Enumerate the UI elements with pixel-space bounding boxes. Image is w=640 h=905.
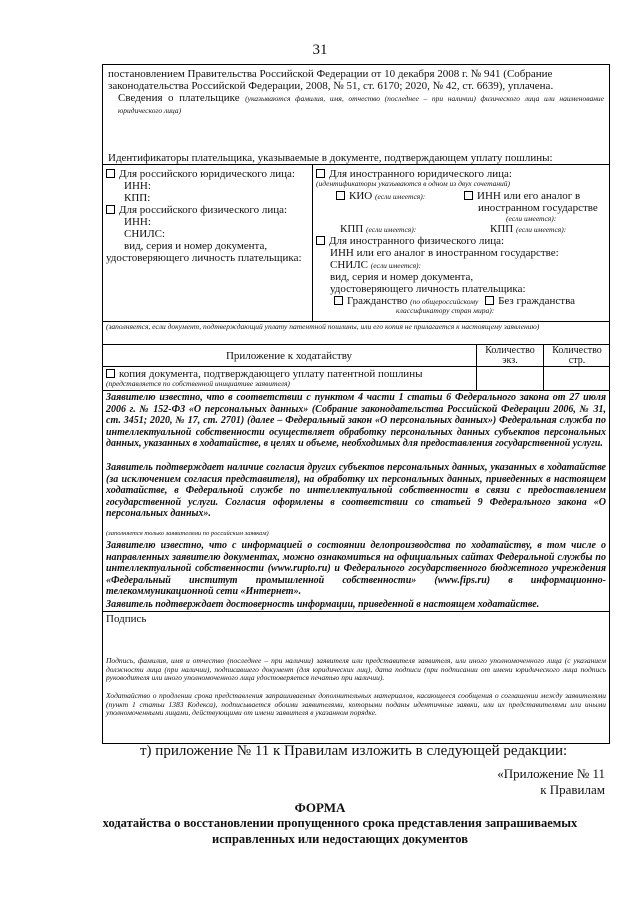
checkbox-citizenship[interactable] [334, 296, 343, 305]
checkbox-inn-foreign[interactable] [464, 191, 473, 200]
consent-p2-note: (заполняется только заявителями по российским заявкам) [106, 530, 269, 537]
signature-note-2: Ходатайство о продлении срока представления запрашиваемых дополнительных материалов, касающееся сообщения о соглашении между заявителями (пункт 1 статьи 1383 Кодекса), подписывается обоими заявителями, которыми поданы идентичные заявки, или их представителями или иными уполномоченными лицами, действующими от имени заявителя в указанном порядке. [106, 691, 606, 717]
snils-right-note: (если имеется): [370, 261, 422, 270]
foreign-legal-note: (идентификаторы указываются в одном из двух сочетаний) [316, 179, 511, 188]
consent-p1: Заявителю известно, что в соответствии с пунктом 4 части 1 статьи 6 Федерального закона от 27 июля 2006 г. № 152-ФЗ «О персональных данных» (Собрание законодательства Российской Федерации 2006, № 31, ст. 3451; 2020, № 17, ст. 2701) (далее – Федеральный закон «О персональных данных») Федеральная служба по интеллектуальной собственности осуществляет обработку персональных данных субъектов персональных данных, указанных в ходатайстве, в целях и объеме, необходимых для предоставления государственной услуги. [106, 392, 606, 449]
checkbox-no-citizenship[interactable] [485, 296, 494, 305]
appendix-ref-1: «Приложение № 11 [497, 766, 605, 781]
kpp-right-note: (если имеется): [365, 225, 417, 234]
kio-row [316, 189, 606, 215]
ru-legal-label: Для российского юридического лица: [119, 168, 295, 180]
form-subtitle-1: ходатайства о восстановлении пропущенного срока представления запрашиваемых [102, 816, 578, 830]
fill-note: (заполняется, если документ, подтверждающий уплату патентной пошлины, или его копия не прилагается к настоящему заявлению) [106, 322, 540, 331]
snils-right-label: СНИЛС [330, 259, 369, 271]
consent-p2: Заявитель подтверждает наличие согласия других субъектов персональных данных, указанных в ходатайстве (за исключением согласия представителя), на обработку их персональных данных, приведенных в настоящем ходатайстве, в Федеральной службе по интеллектуальной собственности в связи с предоставлением государственной услуги. Согласия оформлены в соответствии со статьей 9 Федерального закона «О персональных данных». [106, 462, 606, 519]
column-divider [312, 165, 313, 321]
payer-label: Сведения о плательщике [118, 92, 240, 104]
checkbox-payment-copy[interactable] [106, 369, 115, 378]
no-citizenship-label: Без гражданства [498, 295, 576, 307]
kpp-right-note-2: (если имеется): [515, 225, 567, 234]
instruction-line: т) приложение № 11 к Правилам изложить в следующей редакции: [140, 743, 568, 759]
qty-pages-header: Количество стр. [552, 345, 602, 366]
inn-foreign-label: ИНН или его аналог в [477, 189, 581, 202]
identifiers-right [316, 168, 606, 316]
appendix-reference [495, 766, 605, 798]
inn-foreign-label-2: иностранном государстве [478, 201, 598, 214]
top-line-2: законодательства Российской Федерации, 2008, № 51, ст. 6170; 2020, № 42, ст. 6639), уплачена. [108, 80, 554, 92]
inn-analog-label: ИНН или его аналог в иностранном государстве: [330, 247, 559, 259]
appendix-item-note: (представляется по собственной инициативе заявителя) [106, 379, 290, 388]
checkbox-kio[interactable] [336, 191, 345, 200]
citizenship-label: Гражданство [347, 295, 408, 307]
divider [102, 390, 610, 391]
column-divider [476, 344, 477, 390]
kio-label: КИО [349, 189, 373, 202]
identifiers-left [106, 168, 310, 264]
consent-p4: Заявитель подтверждает достоверность информации, приведенной в настоящем ходатайстве. [106, 599, 540, 610]
qty-copies-header: Количество экз. [485, 345, 535, 366]
appendix-item-label: копия документа, подтверждающего уплату патентной пошлины [119, 368, 423, 380]
top-line-1: постановлением Правительства Российской Федерации от 10 декабря 2008 г. № 941 (Собрание [108, 68, 553, 80]
inn-label: ИНН: [124, 180, 151, 192]
signature-label: Подпись [106, 613, 147, 625]
foreign-legal-label: Для иностранного юридического лица: [329, 168, 512, 180]
inn-foreign-note: (если имеется): [506, 213, 557, 223]
checkbox-ru-legal[interactable] [106, 169, 115, 178]
payer-line [108, 92, 604, 116]
foreign-individual-label: Для иностранного физического лица: [329, 235, 505, 247]
form-title: ФОРМА [294, 800, 346, 815]
top-paragraph [102, 68, 610, 116]
divider [102, 164, 610, 165]
form-subtitle [60, 815, 620, 847]
inn-label-2: ИНН: [124, 216, 151, 228]
kpp-right-label: КПП [340, 223, 364, 235]
ru-individual-label: Для российского физического лица: [119, 204, 288, 216]
form-subtitle-2: исправленных или недостающих документов [212, 832, 468, 846]
citizenship-note: (по общероссийскому [410, 297, 479, 306]
checkbox-ru-individual[interactable] [106, 205, 115, 214]
divider [102, 611, 610, 612]
payer-note: (указываются фамилия, имя, отчество (последнее – при наличии) физического лица или наименование юридического лица) [118, 94, 604, 115]
doc-line-2: удостоверяющего личность плательщика: [106, 252, 302, 264]
kpp-row [316, 223, 606, 235]
appendix-ref-2: к Правилам [540, 782, 605, 797]
appendix-title: Приложение к ходатайству [225, 350, 353, 362]
appendix-item [106, 368, 474, 389]
classifier-note: классификатору стран мира): [396, 306, 495, 315]
page-number: 31 [312, 42, 328, 58]
signature-note-1: Подпись, фамилия, имя и отчество (последнее – при наличии) заявителя или представителя заявителя, или иного уполномоченного лица (с указанием должности лица (при наличии), подписавшего документ (для юридических лиц), дата подписи (при подписании от имени юридического лица подпись руководителя или иного уполномоченного лица удостоверяется печатью при наличии). [106, 656, 606, 682]
doc-right-1: вид, серия и номер документа, [330, 271, 474, 283]
checkbox-foreign-individual[interactable] [316, 236, 325, 245]
divider [102, 366, 610, 367]
kpp-label: КПП: [124, 192, 151, 204]
snils-label: СНИЛС: [124, 228, 166, 240]
identifiers-heading: Идентификаторы плательщика, указываемые в документе, подтверждающем уплату пошлины: [108, 152, 553, 164]
checkbox-foreign-legal[interactable] [316, 169, 325, 178]
kio-note: (если имеется): [374, 191, 426, 201]
kpp-right-label-2: КПП [490, 223, 514, 235]
column-divider [543, 344, 544, 390]
doc-line-1: вид, серия и номер документа, [124, 240, 268, 252]
doc-right-2: удостоверяющего личность плательщика: [330, 283, 526, 295]
consent-p3: Заявителю известно, что с информацией о состоянии делопроизводства по ходатайству, в том числе о направленных заявителю документах, можно ознакомиться на официальных сайтах Федеральной службы по интеллектуальной собственности (www.rupto.ru) и Федерального государственного бюджетного учреждения «Федеральный институт промышленной собственности» (www.fips.ru) в информационно-телекоммуникационной сети «Интернет». [106, 540, 606, 597]
